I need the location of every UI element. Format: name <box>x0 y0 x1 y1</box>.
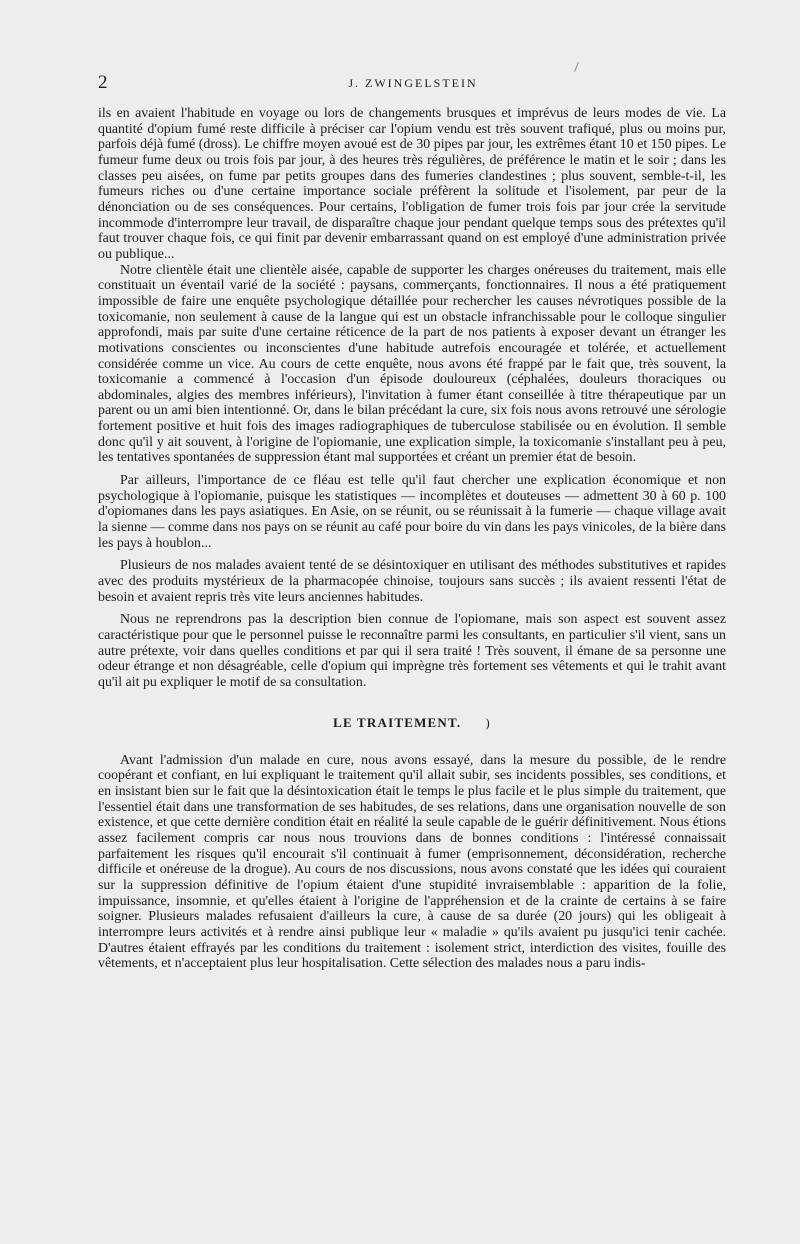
page-number: 2 <box>98 72 108 93</box>
paragraph-continuation: ils en avaient l'habitude en voyage ou lors de changements brusques et imprévus de leurs modes de vie. La quantité d'opium fumé reste difficile à préciser car l'opium vendu est très souvent trafiqué, plus ou moins pur, parfois déjà fumé (dross). Le chiffre moyen avoué est de 30 pipes par jour, les extrêmes étant 10 et 150 pipes. Le fumeur fume deux ou trois fois par jour, à des heures très régulières, de préférence le matin et le soir ; dans les classes peu aisées, on fume par petits groupes dans des fumeries clandestines ; plus souvent, semble-t-il, les fumeurs riches ou d'une certaine importance sociale préfèrent la solitude et l'isolement, par peur de la dénonciation ou de ses conséquences. Pour certains, l'obligation de fumer trois fois par jour crée la servitude incommode d'interrompre leur travail, de disparaître chaque jour pendant quelque temps sous des prétextes qu'il faut trouver chaque fois, ce qui finit par devenir embarrassant quand on est employé d'une administration privée ou publique... <box>98 106 726 262</box>
section-heading <box>98 715 726 731</box>
paragraph-economic-explanation: Par ailleurs, l'importance de ce fléau est telle qu'il faut chercher une explication économique et non psychologique à l'opiomanie, puisque les statistiques — incomplètes et douteuses — admettent 30 à 60 p. 100 d'opiomanes dans les pays asiatiques. En Asie, on se réunit, ou se réunissait à la fumerie — chaque village avait la sienne — comme dans nos pays on se réunit au café pour boire du vin dans les pays vinicoles, de la bière dans les pays à houblon... <box>98 473 726 551</box>
paragraph-clientele: Notre clientèle était une clientèle aisée, capable de supporter les charges onéreuses du traitement, mais elle constituait un éventail varié de la société : paysans, commerçants, fonctionnaires. Il nous a été pratiquement impossible de faire une enquête psychologique détaillée pour rechercher les causes névrotiques possible de la toxicomanie, non seulement à cause de la langue qui est un obstacle infranchissable pour le colloque singulier approfondi, mais par suite d'une certaine réticence de la part de nos patients à exposer devant un étranger les motivations conscientes ou inconscientes d'une habitude autrefois encouragée et tolérée, et actuellement considérée comme un vice. Au cours de cette enquête, nous avons été frappé par le fait que, très souvent, la toxicomanie a commencé à l'occasion d'un épisode douloureux (céphalées, douleurs thoraciques ou abdominales, algies des membres inférieurs), l'invitation à fumer étant conseillée à titre thérapeutique par un parent ou un ami bien intentionné. Or, dans le bilan précédant la cure, six fois nous avons retrouvé une sérologie fortement positive et huit fois des images radiographiques de tuberculose stabilisée ou en évolution. Il semble donc qu'il y ait souvent, à l'origine de l'opiomanie, une explication simple, la toxicomanie s'installant peu à peu, les tentatives spontanées de suppression étant mal supportées et créant un premier état de besoin. <box>98 262 726 466</box>
pencil-mark <box>574 62 579 72</box>
running-head <box>98 72 728 94</box>
body-text <box>98 106 726 972</box>
paragraph-opiomane-description: Nous ne reprendrons pas la description bien connue de l'opiomane, mais son aspect est souvent assez caractéristique pour que le personnel puisse le reconnaître parmi les consultants, en particulier s'il vient, sans un autre prétexte, voir dans quelles conditions et par qui il sera traité ! Très souvent, il émane de sa personne une odeur étrange et non désagréable, celle d'opium qui imprègne très fortement ses vêtements et qui le trahit avant qu'il ait pu expliquer le motif de sa consultation. <box>98 612 726 690</box>
paragraph-substitution-methods: Plusieurs de nos malades avaient tenté de se désintoxiquer en utilisant des méthodes substitutives et rapides avec des produits mystérieux de la pharmacopée chinoise, toujours sans succès ; ils avaient ressenti l'état de besoin et avaient repris très vite leurs anciennes habitudes. <box>98 558 726 605</box>
running-head-author: J. ZWINGELSTEIN <box>348 76 478 90</box>
section-heading-text: LE TRAITEMENT. <box>333 714 462 730</box>
paragraph-treatment: Avant l'admission d'un malade en cure, nous avons essayé, dans la mesure du possible, de le rendre coopérant et confiant, en lui expliquant le traitement qu'il allait subir, ses incidents possibles, ses conditions, et en insistant bien sur le fait que la désintoxication était le temps le plus facile et le plus simple du traitement, que l'essentiel était dans une transformation de ses habitudes, de ses relations, dans une organisation nouvelle de son existence, et que cette dernière condition était en réalité la seule capable de le guérir définitivement. Nous étions assez facilement compris car nous nous trouvions dans de bonnes conditions : l'intéressé connaissait parfaitement les risques qu'il encourait s'il continuait à fumer (emprisonnement, déconsidération, recherche difficile et onéreuse de la drogue). Au cours de nos discussions, nous avons constaté que les idées qui couraient sur la suppression définitive de l'opium étaient d'une stupidité invraisemblable : apparition de la folie, impuissance, insomnie, et qu'elles étaient à l'origine de l'appréhension et de la crainte de certains à se faire soigner. Plusieurs malades refusaient d'ailleurs la cure, à cause de sa durée (20 jours) qui les obligeait à interrompre leurs activités et à rendre ainsi publique leur « maladie » qu'ils avaient pu jusqu'ici tenir cachée. D'autres étaient effrayés par les conditions du traitement : isolement strict, interdiction des visites, fouille des vêtements, et n'acceptaient plus leur hospitalisation. Cette sélection des malades nous a paru indis- <box>98 752 726 972</box>
stray-mark: ) <box>485 714 491 730</box>
